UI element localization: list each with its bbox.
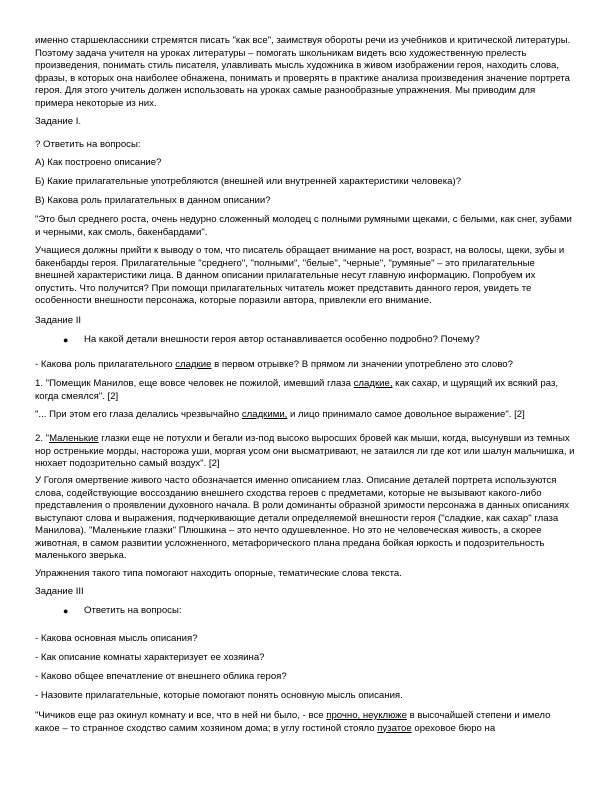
highlighted-word: сладкие, [353, 378, 393, 389]
example-1-continued: "... При этом его глаза делались чрезвычайно сладкими, и лицо принимало самое довольное выражение". [2] [35, 409, 525, 420]
task-2-question: На какой детали внешности героя автор останавливается особенно подробно? Почему? [84, 334, 480, 345]
task-2-heading: Задание II [35, 315, 82, 326]
question-c: В) Какова роль прилагательных в данном описании? [35, 195, 271, 206]
highlighted-word: пузатое [377, 722, 412, 734]
task-1-instruction: ? Ответить на вопросы: [35, 139, 141, 150]
question-role-adjective: - Какова роль прилагательного сладкие в первом отрывке? В прямом ли значении употреблено это слово? [35, 359, 513, 370]
intro-paragraph: именно старшеклассники стремятся писать "как все", заимствуя обороты речи из учебников и критической литературы. Поэтому задача учителя на уроках литературы – помогать школьникам видеть всю художественную прелесть произведения, понимать стиль писателя, улавливать мысль художника в живом изображении героя, находить слова, фразы, в которых она наиболее обнажена, понимать и проверять в практике анализа произведения значение портрета героя. Для этого учитель должен использовать на уроках самые разнообразные упражнения. Мы приводим для примера некоторые из них. [35, 35, 571, 109]
question-3-1: - Какова основная мысль описания? [35, 633, 198, 644]
task-1-heading: Задание I. [35, 116, 82, 127]
question-b: Б) Какие прилагательные употребляются (внешней или внутренней характеристики человека)? [35, 176, 462, 187]
question-a: А) Как построено описание? [35, 157, 162, 168]
question-3-4: - Назовите прилагательные, которые помогают понять основную мысль описания. [35, 690, 403, 701]
task-3-instruction: Ответить на вопросы: [84, 605, 182, 616]
task-3-heading: Задание III [35, 586, 84, 597]
analysis-paragraph-2: У Гоголя омертвение живого часто обозначается именно описанием глаз. Описание деталей портрета используются слова, содействующие воссозданию внешнего сходства героев с предметами, которые не вызывают какого-либо представления о проявлении духовного начала. В роли доминанты образной зримости персонажа в данных описаниях выступают слова и выражения, подчеркивающие детали определяемой внешности героя ("сладкие, как сахар" глаза Манилова). "Маленькие глазки" Плюшкина – это нечто одушевленное. Но это не человеческая живость, а скорее животная, в самом развитии усложненного, метафорического плана предана бойкая юркость и подозрительность маленького зверька. [35, 475, 570, 561]
summary-sentence: Упражнения такого типа помогают находить опорные, тематические слова текста. [35, 568, 402, 579]
bullet-icon: ● [63, 606, 69, 616]
question-3-3: - Каково общее впечатление от внешнего облика героя? [35, 671, 287, 682]
quote-last: "Чичиков еще раз окинул комнату и все, что в ней ни было, - все прочно, неуклюже в высочайшей степени и имело какое – то странное сходство самим хозяином дома; в углу гостиной стояло пузатое ореховое бюро на [35, 710, 551, 734]
highlighted-word: прочно, неуклюже [326, 710, 407, 721]
analysis-paragraph-1: Учащиеся должны прийти к выводу о том, что писатель обращает внимание на рост, возраст, на волосы, щеки, зубы и бакенбарды героя. Прилагательные "среднего", "полными", "белые", "черные", "румяные" – это прилагательные внешней характеристики лица. В данном описании прилагательные несут главную информацию. Попробуем их опустить. Что получится? При помощи прилагательных читатель может представить данного героя, увидеть те особенности внешности персонажа, которые поразили автора, привлекли его внимание. [35, 245, 565, 306]
quote-1: "Это был среднего роста, очень недурно сложенный молодец с полными румяными щеками, с белыми, как снег, зубами и черными, как смоль, бакенбардами". [35, 214, 572, 238]
highlighted-word: Маленькие [49, 433, 99, 444]
question-3-2: - Как описание комнаты характеризует ее хозяина? [35, 652, 265, 663]
highlighted-word: сладкими, [241, 409, 288, 420]
example-2: 2. "Маленькие глазки еще не потухли и бегали из-под высоко выросших бровей как мыши, когда, высунувши из темных нор остренькие морды, насторожа уши, моргая усом они высматривают, не затаился ли где кот или шалун мальчишка, и нюхает подозрительно самый воздух". [2] [35, 433, 575, 469]
bullet-icon: ● [63, 335, 69, 345]
highlighted-word: сладкие [175, 359, 212, 370]
example-1: 1. "Помещик Манилов, еще вовсе человек не пожилой, имевший глаза сладкие, как сахар, и щурящий их всякий раз, когда смеялся". [2] [35, 378, 559, 402]
